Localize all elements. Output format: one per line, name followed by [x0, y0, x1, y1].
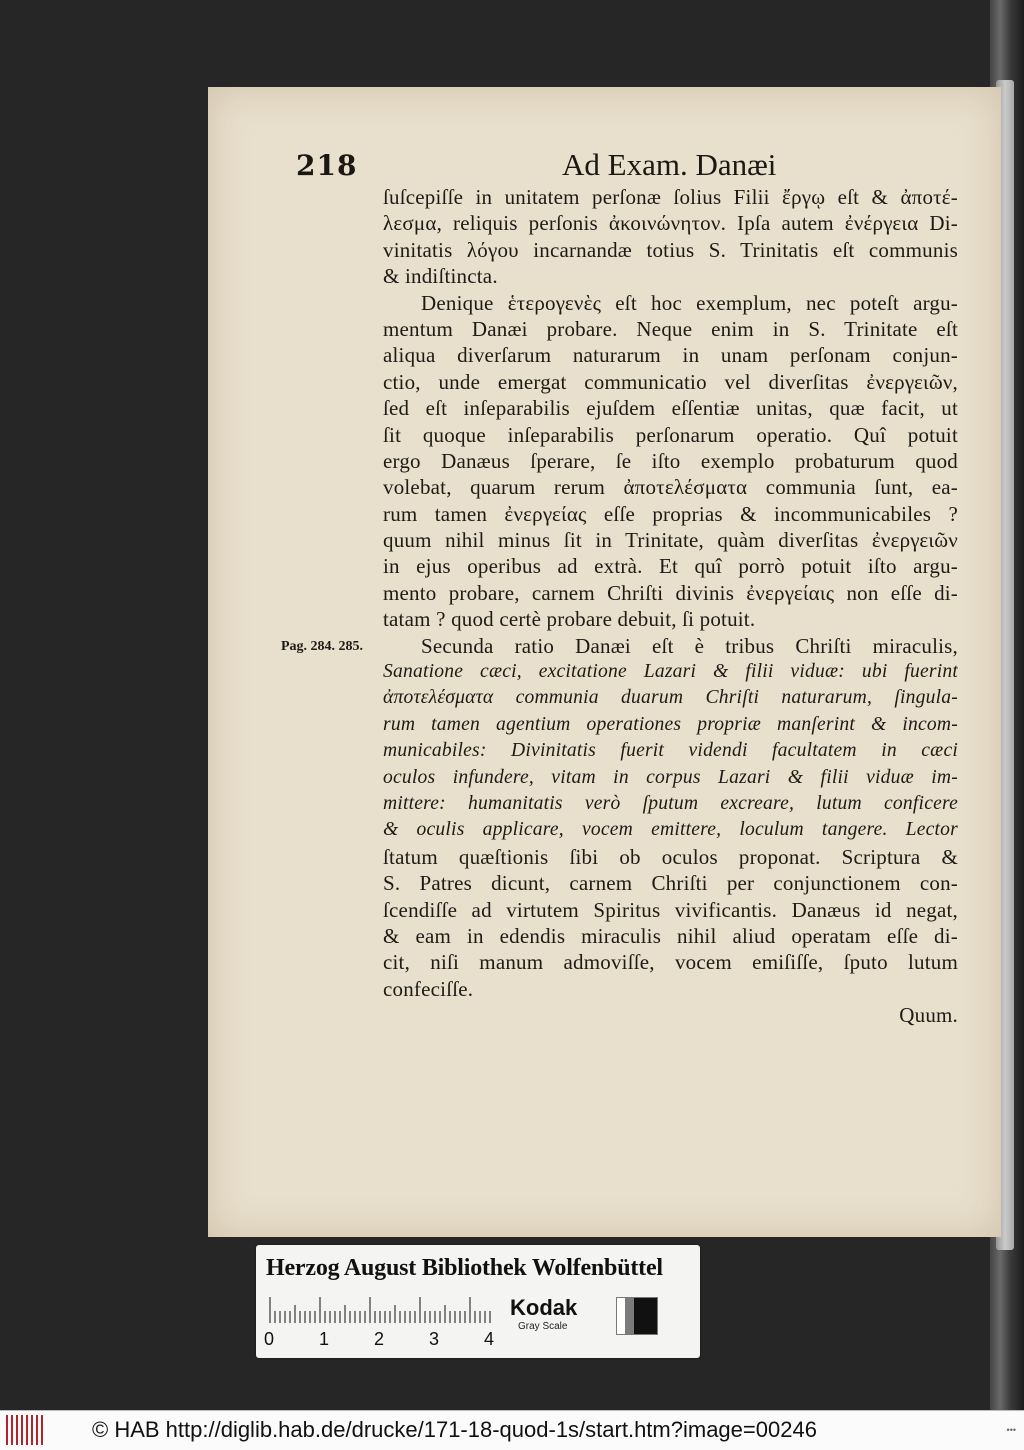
text-line: vinitatis λόγου incarnandæ totius S. Trinitatis eſt communis — [383, 237, 958, 262]
text-line: in ejus operibus ad extrà. Et quî porrò potuit iſto argu- — [383, 554, 958, 579]
library-name: Herzog August Bibliothek Wolfenbüttel — [266, 1255, 663, 1281]
ruler-number: 4 — [484, 1329, 495, 1349]
text-line: cit, niſi manum admoviſſe, vocem emiſiſſe, ſputo lutum — [383, 950, 958, 975]
text-line: ctio, unde emergat communicatio vel diverſitas ἐνεργειῶν, — [383, 369, 958, 394]
text-line: volebat, quarum rerum ἀποτελέσματα communia ſunt, ea- — [383, 475, 958, 500]
footer-indicator: ••• — [1006, 1425, 1016, 1435]
text-line: mento probare, carnem Chriſti divinis ἐνεργείαις non eſſe di- — [383, 580, 958, 605]
text-line: Denique ἑτερογενὲς eſt hoc exemplum, nec poteſt argu- — [421, 290, 958, 315]
text-line: ἀποτελέσματα communia duarum Chriſti naturarum, ſingula- — [383, 687, 958, 709]
text-line: λεσμα, reliquis perſonis ἀκοινώνητον. Ipſa autem ἐνέργεια Di- — [383, 211, 958, 236]
ruler-number: 3 — [429, 1329, 440, 1349]
gray-scale-patch — [616, 1297, 658, 1335]
ruler-number: 1 — [319, 1329, 330, 1349]
text-line: ſcendiſſe ad virtutem Spiritus vivificantis. Danæus id negat, — [383, 897, 958, 922]
text-line: & oculis applicare, vocem emittere, loculum tangere. Lector — [383, 819, 958, 841]
text-line: ergo Danæus ſperare, ſe iſto exemplo probaturum quod — [383, 448, 958, 473]
kodak-logo: Kodak — [510, 1295, 578, 1320]
footer-bar — [0, 1410, 1024, 1450]
text-line: aliqua diverſarum naturarum in unam perſonam conjun- — [383, 343, 958, 368]
scale-ruler — [268, 1297, 496, 1323]
kodak-subtitle: Gray Scale — [518, 1321, 568, 1332]
page-header — [208, 147, 1001, 187]
running-head: Ad Exam. Danæi — [562, 147, 777, 182]
text-line: Sanatione cæci, excitatione Lazari & filii viduæ: ubi fuerint — [383, 661, 958, 683]
ruler-numbers — [264, 1329, 504, 1351]
ruler-number: 0 — [264, 1329, 275, 1349]
ruler-number: 2 — [374, 1329, 385, 1349]
text-line: tatam ? quod certè probare debuit, ſi potuit. — [383, 607, 756, 632]
text-line: ſit quoque inſeparabilis perſonarum operatio. Quî potuit — [383, 422, 958, 447]
text-line: Secunda ratio Danæi eſt è tribus Chriſti miraculis, — [421, 633, 958, 658]
footer-copyright-link[interactable]: © HAB http://diglib.hab.de/drucke/171-18-quod-1s/start.htm?image=00246 — [92, 1417, 817, 1442]
text-line: ſed eſt inſeparabilis ejuſdem eſſentiæ unitas, quæ facit, ut — [383, 396, 958, 421]
hab-logo-icon — [6, 1415, 46, 1445]
text-line: rum tamen agentium operationes propriæ manſerint & incom- — [383, 713, 958, 735]
text-line: oculos infundere, vitam in corpus Lazari & filii viduæ im- — [383, 766, 958, 788]
text-line: rum tamen ἐνεργείας eſſe proprias & incommunicabiles ? — [383, 501, 958, 526]
text-line: quum nihil minus ſit in Trinitate, quàm diverſitas ἐνεργειῶν — [383, 528, 958, 553]
text-line: mentum Danæi probare. Neque enim in S. Trinitate eſt — [383, 316, 958, 341]
text-line: municabiles: Divinitatis fuerit videndi facultatem in cæci — [383, 740, 958, 762]
book-page — [208, 87, 1001, 1237]
library-label-card — [256, 1245, 700, 1358]
text-line: S. Patres dicunt, carnem Chriſti per conjunctionem con- — [383, 871, 958, 896]
text-line: & indiſtincta. — [383, 264, 498, 289]
text-line: ſtatum quæſtionis ſibi ob oculos proponat. Scriptura & — [383, 844, 958, 869]
text-line: mittere: humanitatis verò ſputum excreare, lutum conficere — [383, 792, 958, 814]
text-line: confeciſſe. — [383, 976, 474, 1001]
page-body-text — [383, 184, 958, 1029]
page-number: 218 — [296, 149, 358, 182]
text-line: ſuſcepiſſe in unitatem perſonæ ſolius Filii ἔργῳ eſt & ἀποτέ- — [383, 185, 958, 209]
text-line: Quum. — [899, 1003, 958, 1028]
text-line: & eam in edendis miraculis nihil aliud operatam eſſe di- — [383, 923, 958, 948]
margin-note: Pag. 284. 285. — [281, 639, 364, 654]
